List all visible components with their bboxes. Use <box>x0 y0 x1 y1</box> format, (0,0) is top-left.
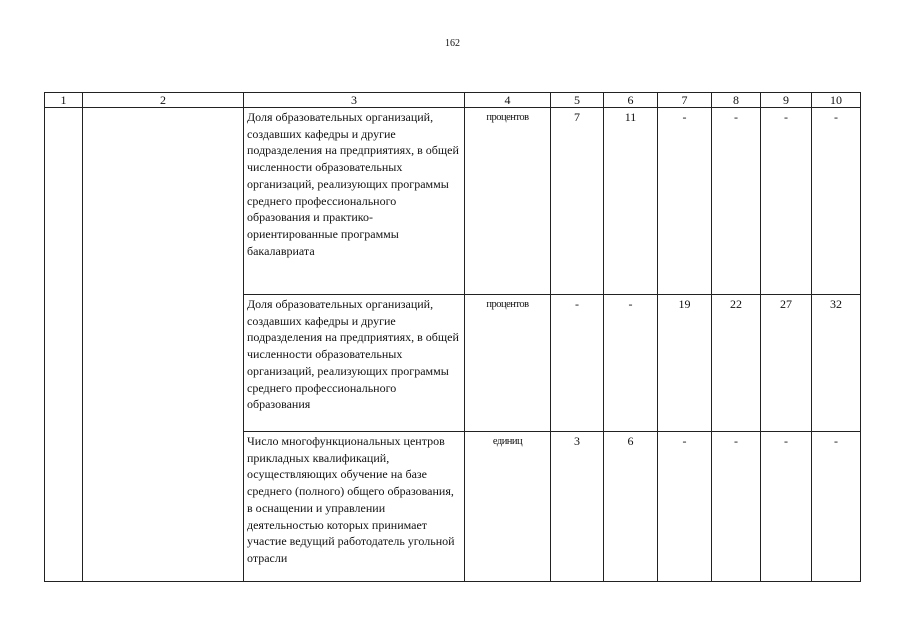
value-cell: - <box>604 295 658 432</box>
value-cell: 6 <box>604 432 658 582</box>
value-cell: - <box>658 432 712 582</box>
value-cell: - <box>812 432 861 582</box>
value-cell: - <box>761 432 812 582</box>
header-cell: 8 <box>712 93 761 108</box>
value-cell: - <box>712 108 761 295</box>
indicator-description: Доля образовательных организаций, создавших кафедры и другие подразделения на предприятиях, в общей численности образовательных организаций, реализующих программы среднего профессионального образования <box>244 295 465 432</box>
header-cell: 9 <box>761 93 812 108</box>
indicator-description: Доля образовательных организаций, создавших кафедры и другие подразделения на предприятиях, в общей численности образовательных организаций, реализующих программы среднего профессионального образования и практико-ориентированные программы бакалавриата <box>244 108 465 295</box>
indicator-table <box>44 92 861 582</box>
table-row <box>45 108 861 295</box>
indicator-unit: единиц <box>465 432 551 582</box>
row-number-cell <box>45 108 83 582</box>
indicator-unit: процентов <box>465 108 551 295</box>
program-cell <box>83 108 244 582</box>
value-cell: 3 <box>551 432 604 582</box>
page-number: 162 <box>445 38 460 49</box>
value-cell: - <box>812 108 861 295</box>
header-cell: 6 <box>604 93 658 108</box>
value-cell: 19 <box>658 295 712 432</box>
indicator-unit: процентов <box>465 295 551 432</box>
header-cell: 4 <box>465 93 551 108</box>
header-cell: 2 <box>83 93 244 108</box>
value-cell: - <box>712 432 761 582</box>
header-row <box>45 93 861 108</box>
header-cell: 5 <box>551 93 604 108</box>
header-cell: 10 <box>812 93 861 108</box>
value-cell: - <box>658 108 712 295</box>
value-cell: 32 <box>812 295 861 432</box>
header-cell: 7 <box>658 93 712 108</box>
value-cell: 27 <box>761 295 812 432</box>
value-cell: - <box>551 295 604 432</box>
indicator-description: Число многофункциональных центров прикладных квалификаций, осуществляющих обучение на базе среднего (полного) общего образования, в оснащении и управлении деятельностью которых принимает участие ведущий работодатель угольной отрасли <box>244 432 465 582</box>
header-cell: 3 <box>244 93 465 108</box>
value-cell: 22 <box>712 295 761 432</box>
header-cell: 1 <box>45 93 83 108</box>
value-cell: 7 <box>551 108 604 295</box>
value-cell: - <box>761 108 812 295</box>
value-cell: 11 <box>604 108 658 295</box>
